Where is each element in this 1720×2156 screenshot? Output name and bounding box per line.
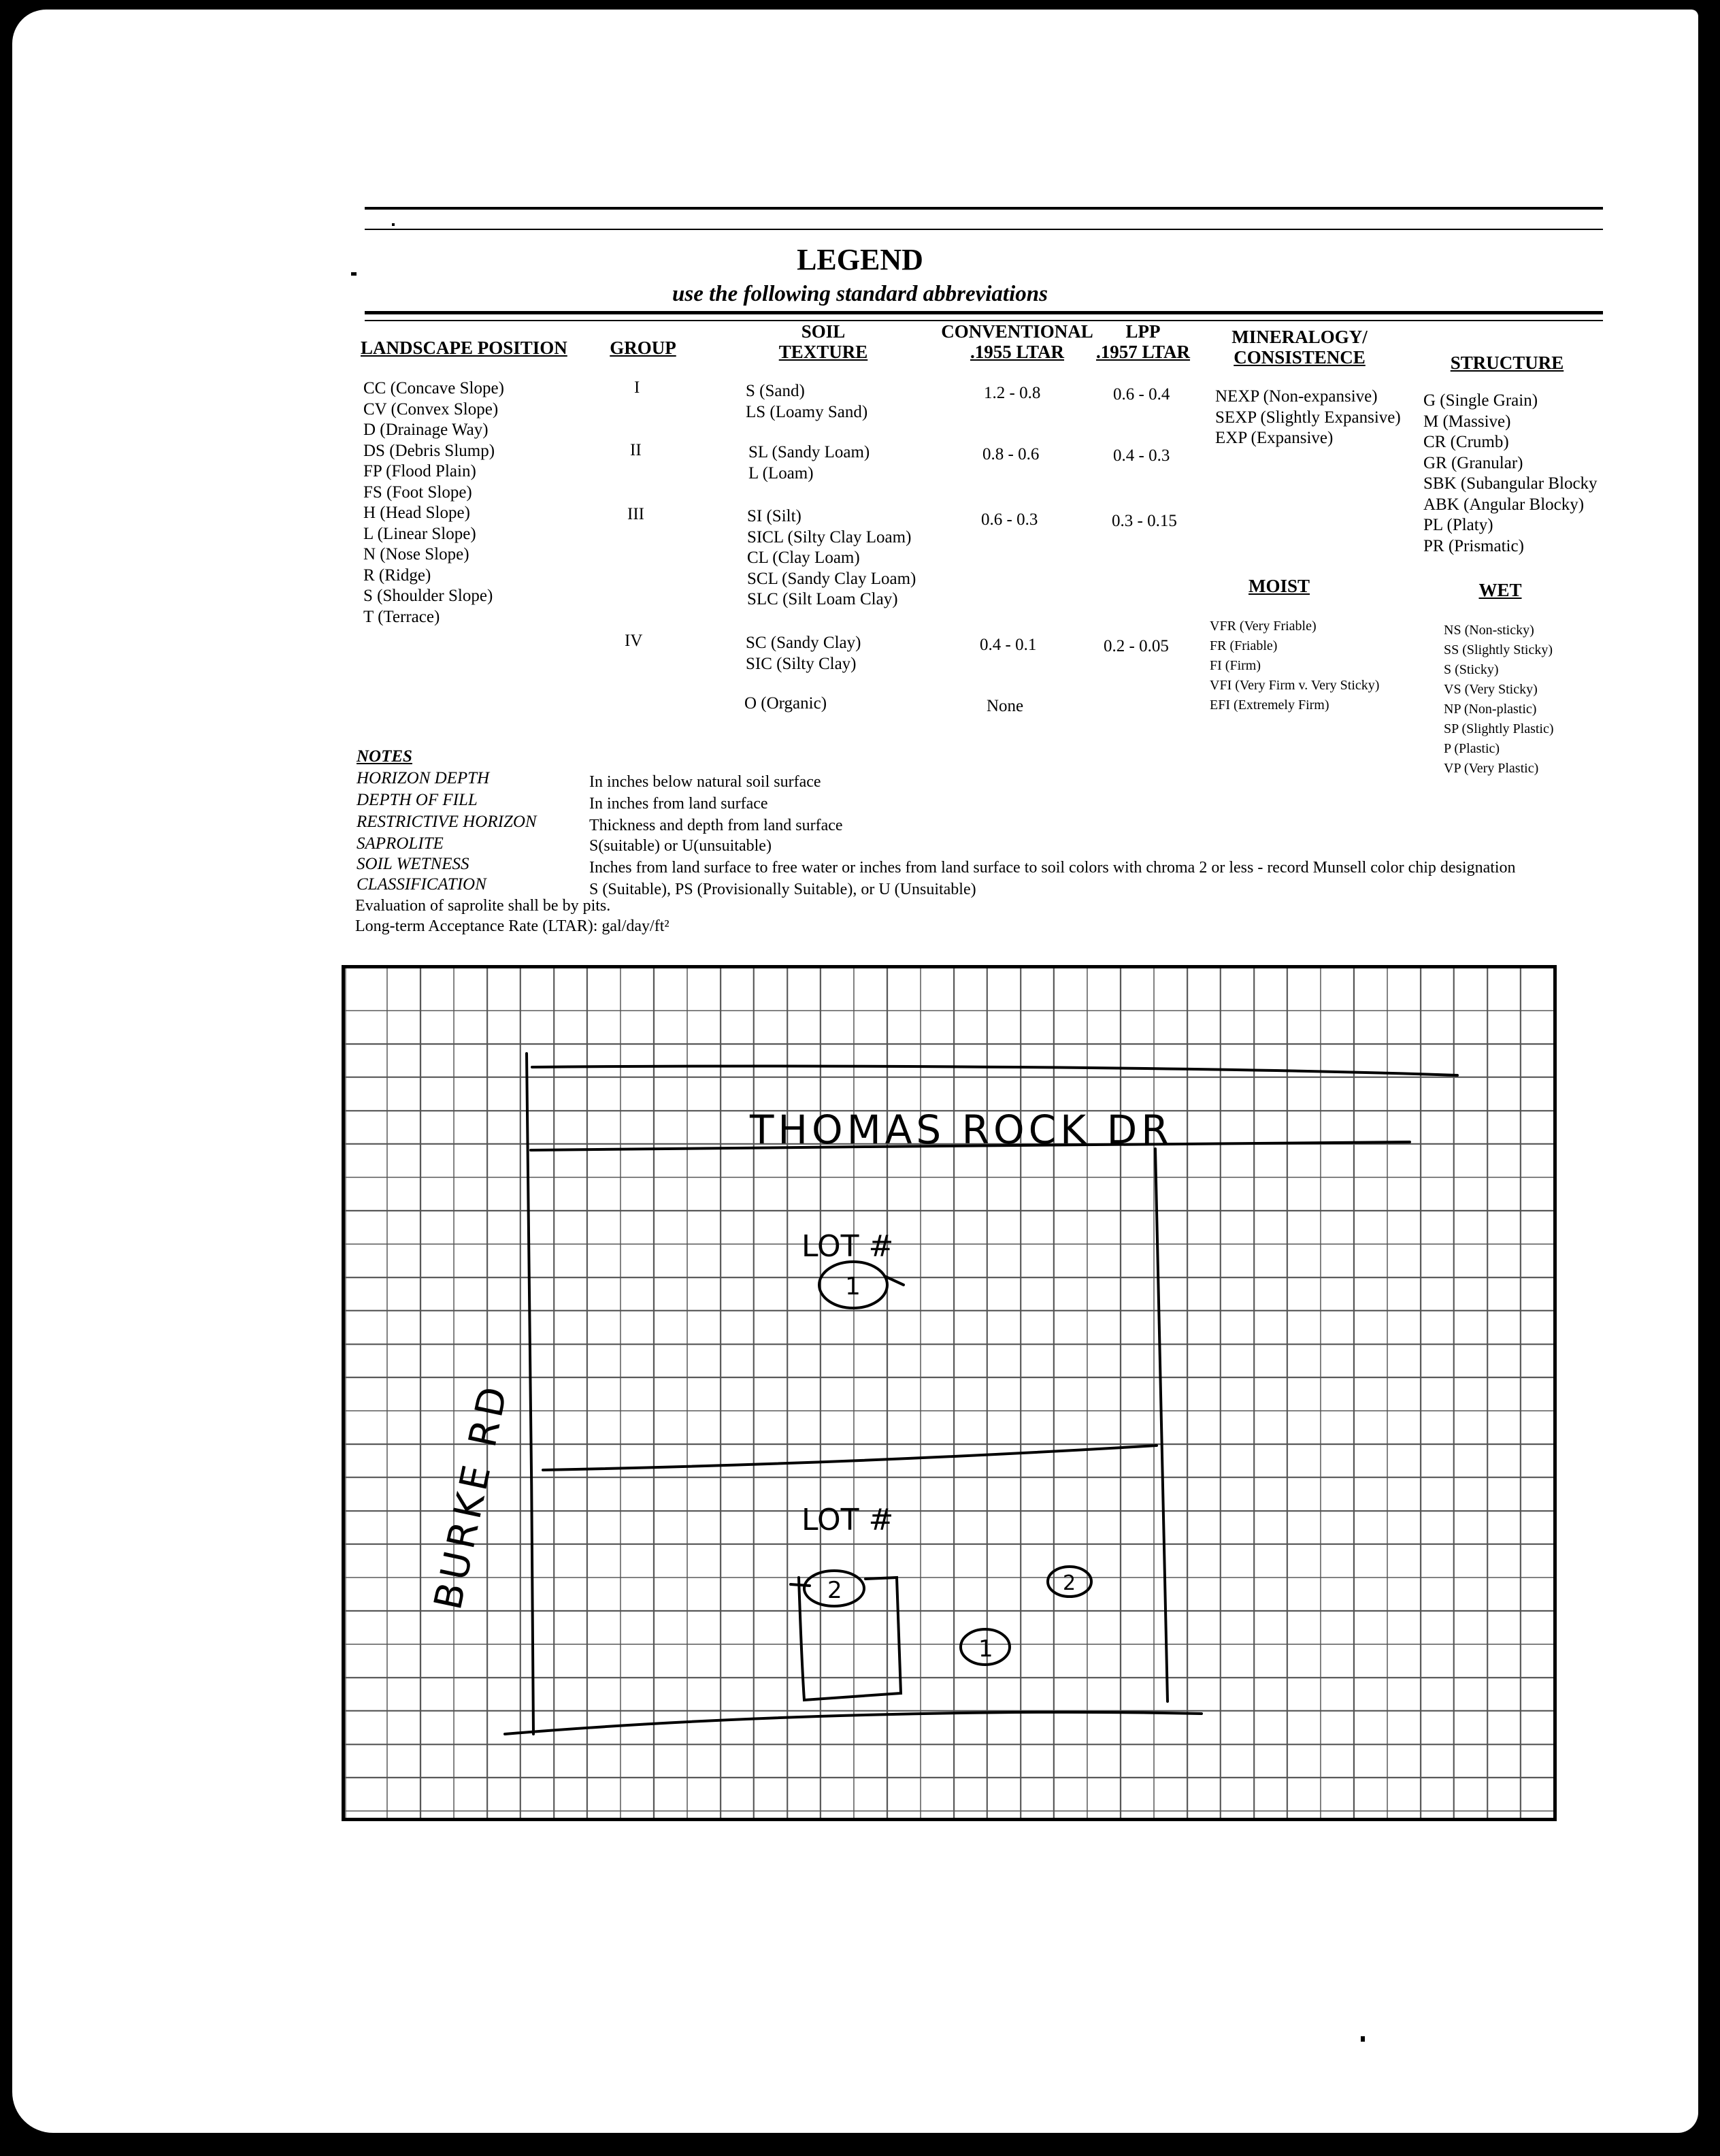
texture-item: SIC (Silty Clay) [746,654,857,673]
landscape-item: S (Shoulder Slope) [363,587,493,605]
conventional-value: 1.2 - 0.8 [984,384,1041,402]
note-label: RESTRICTIVE HORIZON [357,813,537,831]
header-structure: STRUCTURE [1450,353,1564,373]
texture-item: SC (Sandy Clay) [746,634,861,652]
header-conventional: CONVENTIONAL [941,321,1093,342]
header-wet: WET [1478,580,1522,600]
structure-item: M (Massive) [1423,412,1511,431]
group-label: I [634,378,640,397]
structure-item: GR (Granular) [1423,453,1523,472]
burke-road-line [527,1054,533,1734]
note-label: CLASSIFICATION [357,875,486,894]
moist-list [1210,617,1379,715]
structure-item: G (Single Grain) [1423,391,1538,410]
moist-item: FR (Friable) [1210,638,1278,653]
note-label: SAPROLITE [357,834,444,853]
lot-right-line [1155,1149,1168,1701]
lpp-value: 0.2 - 0.05 [1104,637,1169,655]
note-ltar: Long-term Acceptance Rate (LTAR): gal/day/ft² [355,917,669,935]
landscape-item: FP (Flood Plain) [363,462,476,480]
texture-item: SLC (Silt Loam Clay) [747,590,898,608]
legend-title: LEGEND [797,243,923,276]
profile-marker-label: 1 [845,1273,861,1301]
mineralogy-item: NEXP (Non-expansive) [1215,387,1378,406]
header-texture: TEXTURE [778,342,868,362]
structure-item: PR (Prismatic) [1423,536,1524,555]
texture-list [746,381,867,423]
texture-item: L (Loam) [748,463,814,483]
structure-item: SBK (Subangular Blocky [1423,474,1598,493]
landscape-item: FS (Foot Slope) [363,483,472,502]
note-label: DEPTH OF FILL [357,791,478,809]
profile-marker-label: 1 [978,1635,993,1663]
street-label-left: BURKE RD [426,1379,518,1614]
header-landscape: LANDSCAPE POSITION [361,338,567,358]
lpp-value: 0.3 - 0.15 [1112,512,1177,530]
scan-speck [351,272,357,276]
top-rule-thin [365,229,1603,230]
scan-speck [1361,2036,1365,2042]
structure-item: ABK (Angular Blocky) [1423,495,1585,514]
lot-label-b: LOT # [801,1503,894,1537]
street-label-top: THOMAS ROCK DR [750,1107,1173,1153]
landscape-item: D (Drainage Way) [363,421,489,439]
header-consistence: CONSISTENCE [1234,347,1366,368]
top-rule-thick [365,207,1603,210]
moist-item: VFR (Very Friable) [1210,619,1317,634]
group-label: III [627,505,644,523]
landscape-item: H (Head Slope) [363,504,470,522]
notes-title: NOTES [357,747,412,766]
legend-subtitle: use the following standard abbreviations [672,282,1048,306]
lpp-value: 0.4 - 0.3 [1113,446,1170,465]
structure-item: CR (Crumb) [1423,433,1509,451]
conventional-value: 0.8 - 0.6 [982,445,1040,463]
header-conventional-ltar: .1955 LTAR [970,342,1065,362]
header-lpp: LPP [1125,321,1161,342]
texture-list [748,442,870,484]
texture-item: S (Sand) [746,382,805,400]
landscape-item: T (Terrace) [363,607,440,626]
site-sketch-drawing [342,965,1557,1821]
landscape-item: DS (Debris Slump) [363,441,495,460]
wet-item: NP (Non-plastic) [1444,702,1537,717]
moist-item: VFI (Very Firm v. Very Sticky) [1210,678,1380,693]
texture-item: SL (Sandy Loam) [748,443,870,461]
structure-list [1423,391,1598,557]
profile-marker-label: 2 [1063,1571,1076,1595]
texture-item: SCL (Sandy Clay Loam) [747,569,916,588]
note-value: S (Suitable), PS (Provisionally Suitable), or U (Unsuitable) [589,881,976,898]
conventional-value: 0.6 - 0.3 [981,510,1038,529]
landscape-item: N (Nose Slope) [363,545,469,564]
note-label: SOIL WETNESS [357,855,469,873]
lpp-value: 0.6 - 0.4 [1113,385,1170,404]
group-label: IV [625,632,643,650]
texture-item: O (Organic) [744,694,827,713]
group-label: II [630,441,642,459]
lot-divider-line [543,1446,1157,1470]
mineralogy-list [1215,387,1401,449]
mineralogy-item: EXP (Expansive) [1215,429,1334,447]
scan-speck [392,223,395,226]
marker-pointer [791,1584,810,1586]
landscape-item: R (Ridge) [363,566,431,585]
texture-list [746,633,861,674]
lot-label-a: LOT # [801,1229,894,1264]
landscape-item: CC (Concave Slope) [363,379,504,397]
conventional-value: None [987,697,1024,715]
texture-item: LS (Loamy Sand) [746,402,868,421]
wet-item: VS (Very Sticky) [1444,682,1538,697]
note-saprolite-pits: Evaluation of saprolite shall be by pits. [355,897,611,915]
conventional-value: 0.4 - 0.1 [980,636,1037,654]
mineralogy-item: SEXP (Slightly Expansive) [1215,408,1401,427]
note-value: Thickness and depth from land surface [589,817,843,834]
header-lpp-ltar: .1957 LTAR [1095,342,1191,362]
header-moist: MOIST [1248,576,1310,596]
note-value: In inches from land surface [589,795,768,813]
note-value: Inches from land surface to free water or inches from land surface to soil colors with chroma 2 or less - record Munsell color chip designation [589,859,1516,877]
header-group: GROUP [610,338,676,358]
wet-item: SS (Slightly Sticky) [1444,642,1553,657]
wet-item: SP (Slightly Plastic) [1444,721,1554,736]
legend-rule-thick [365,311,1603,314]
note-value: S(suitable) or U(unsuitable) [589,837,772,855]
texture-item: SI (Silt) [747,507,801,525]
header-soil: SOIL [801,321,846,342]
structure-item: PL (Platy) [1423,516,1493,534]
landscape-item: CV (Convex Slope) [363,399,499,419]
wet-item: S (Sticky) [1444,662,1499,677]
note-value: In inches below natural soil surface [589,773,821,791]
wet-list [1444,621,1554,779]
landscape-list [363,378,504,627]
landscape-item: L (Linear Slope) [363,524,476,543]
house-outline [799,1578,901,1700]
texture-list [747,506,916,610]
profile-marker-label: 2 [827,1577,842,1604]
wet-item: P (Plastic) [1444,741,1500,756]
lot-bottom-line [505,1712,1202,1734]
wet-item: VP (Very Plastic) [1444,761,1539,776]
road-top-line [532,1066,1457,1076]
moist-item: EFI (Extremely Firm) [1210,698,1329,713]
texture-item: CL (Clay Loam) [747,549,860,567]
note-label: HORIZON DEPTH [357,769,490,787]
header-mineralogy: MINERALOGY/ [1231,327,1368,347]
texture-item: SICL (Silty Clay Loam) [747,527,912,546]
moist-item: FI (Firm) [1210,658,1261,673]
wet-item: NS (Non-sticky) [1444,623,1534,638]
